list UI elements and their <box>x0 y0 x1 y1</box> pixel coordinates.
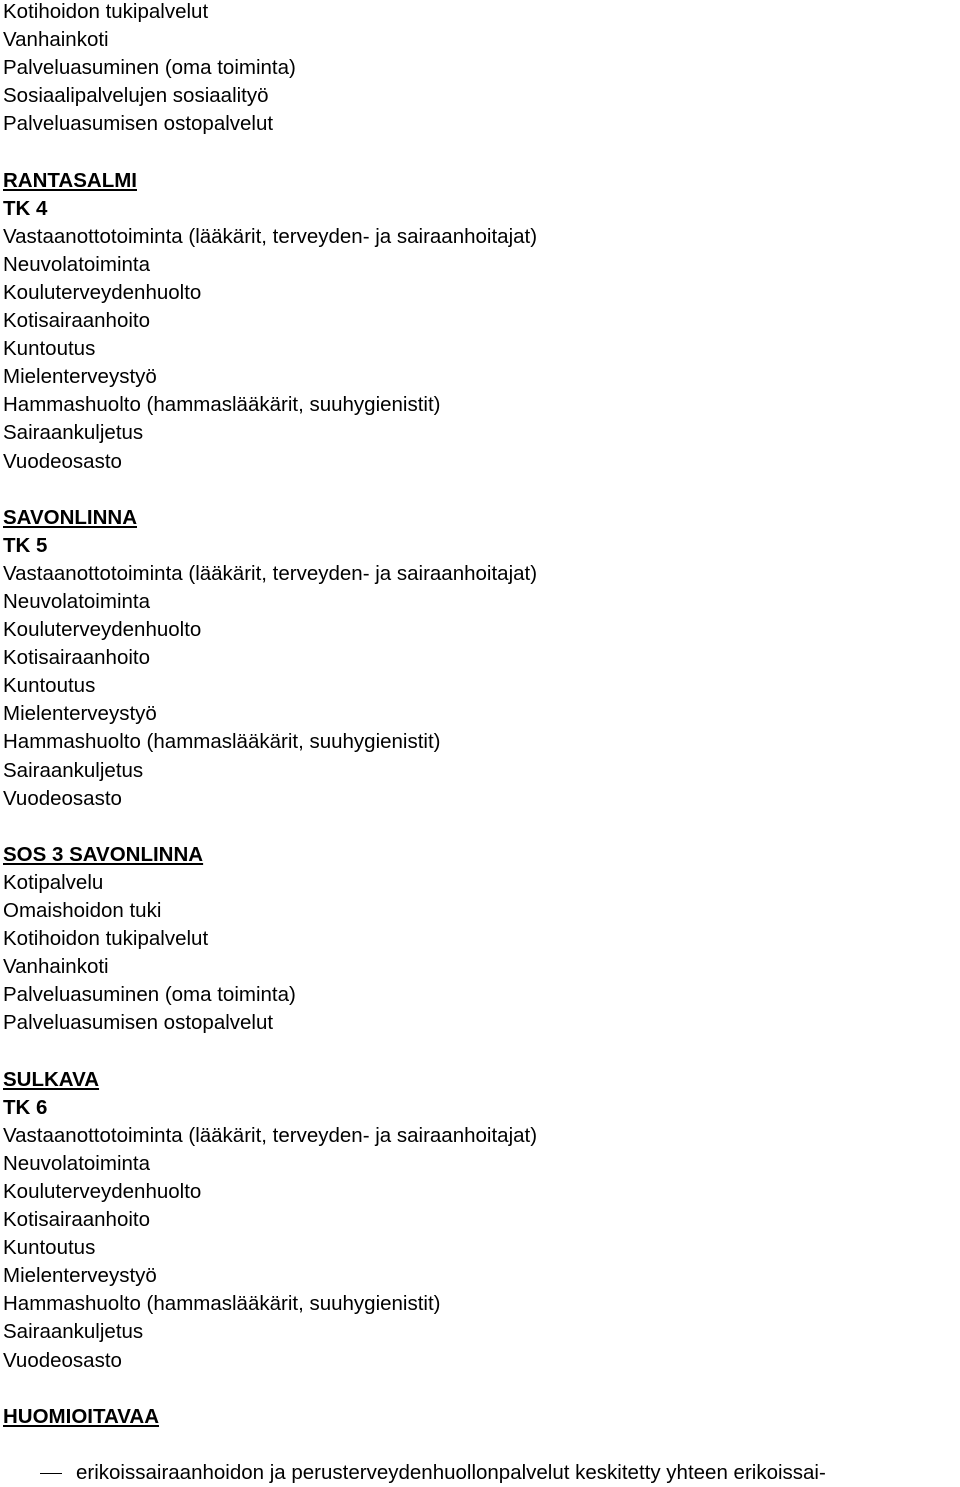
intro-section <box>3 0 958 138</box>
list-item: Vuodeosasto <box>3 1348 122 1372</box>
list-item: Kouluterveydenhuolto <box>3 618 202 642</box>
spacer <box>3 1037 958 1065</box>
list-item: Kotihoidon tukipalvelut <box>3 0 209 23</box>
list-item: Vastaanottotoiminta (lääkärit, terveyden- ja sairaanhoitajat) <box>3 561 538 585</box>
list-item: Kotisairaanhoito <box>3 309 151 333</box>
list-item: Vastaanottotoiminta (lääkärit, terveyden- ja sairaanhoitajat) <box>3 224 538 248</box>
section-heading: RANTASALMI <box>3 168 137 192</box>
list-item: Kuntoutus <box>3 337 96 361</box>
list-item: Neuvolatoiminta <box>3 252 150 276</box>
section-subheading: TK 4 <box>3 196 48 220</box>
list-item: Kuntoutus <box>3 1236 96 1260</box>
list-item: Vuodeosasto <box>3 786 122 810</box>
bullet-text: erikoissairaanhoidon ja perusterveydenhuollonpalvelut keskitetty yhteen erikoissai- <box>76 1460 826 1484</box>
list-item: Mielenterveystyö <box>3 702 157 726</box>
list-item: Kotisairaanhoito <box>3 646 151 670</box>
list-item: Vuodeosasto <box>3 449 122 473</box>
list-item: Palveluasumisen ostopalvelut <box>3 112 274 136</box>
list-item: Vastaanottotoiminta (lääkärit, terveyden- ja sairaanhoitajat) <box>3 1123 538 1147</box>
bullet-item <box>3 1459 958 1487</box>
list-item: Hammashuolto (hammaslääkärit, suuhygienistit) <box>3 393 441 417</box>
list-item: Kotisairaanhoito <box>3 1208 151 1232</box>
list-item: Palveluasuminen (oma toiminta) <box>3 983 296 1007</box>
section-heading: SULKAVA <box>3 1067 100 1091</box>
section-subheading: TK 6 <box>3 1095 48 1119</box>
list-item: Kuntoutus <box>3 674 96 698</box>
dash-bullet-icon <box>40 1473 62 1475</box>
section-sulkava <box>3 1066 958 1375</box>
list-item: Kotihoidon tukipalvelut <box>3 927 209 951</box>
list-item: Hammashuolto (hammaslääkärit, suuhygienistit) <box>3 1292 441 1316</box>
list-item: Kotipalvelu <box>3 870 104 894</box>
list-item: Palveluasuminen (oma toiminta) <box>3 56 296 80</box>
list-item: Sairaankuljetus <box>3 1320 144 1344</box>
section-heading: SAVONLINNA <box>3 505 138 529</box>
spacer <box>3 1431 958 1459</box>
list-item: Kouluterveydenhuolto <box>3 280 202 304</box>
list-item: Sosiaalipalvelujen sosiaalityö <box>3 84 269 108</box>
section-huomioitavaa <box>3 1403 958 1487</box>
list-item: Sairaankuljetus <box>3 421 144 445</box>
list-item: Vanhainkoti <box>3 28 109 52</box>
section-sos3-savonlinna <box>3 841 958 1038</box>
list-item: Hammashuolto (hammaslääkärit, suuhygienistit) <box>3 730 441 754</box>
list-item: Palveluasumisen ostopalvelut <box>3 1011 274 1035</box>
list-item: Omaishoidon tuki <box>3 899 162 922</box>
list-item: Neuvolatoiminta <box>3 1151 150 1175</box>
section-rantasalmi <box>3 167 958 476</box>
list-item: Kouluterveydenhuolto <box>3 1179 202 1203</box>
document-body <box>3 0 958 1487</box>
list-item: Sairaankuljetus <box>3 758 144 782</box>
list-item: Mielenterveystyö <box>3 365 157 389</box>
spacer <box>3 476 958 504</box>
section-savonlinna <box>3 504 958 813</box>
section-heading: SOS 3 SAVONLINNA <box>3 842 204 866</box>
list-item: Mielenterveystyö <box>3 1264 157 1288</box>
section-subheading: TK 5 <box>3 533 48 557</box>
list-item: Vanhainkoti <box>3 955 109 979</box>
section-heading: HUOMIOITAVAA <box>3 1404 160 1428</box>
spacer <box>3 138 958 166</box>
spacer <box>3 1375 958 1403</box>
spacer <box>3 813 958 841</box>
list-item: Neuvolatoiminta <box>3 589 150 613</box>
